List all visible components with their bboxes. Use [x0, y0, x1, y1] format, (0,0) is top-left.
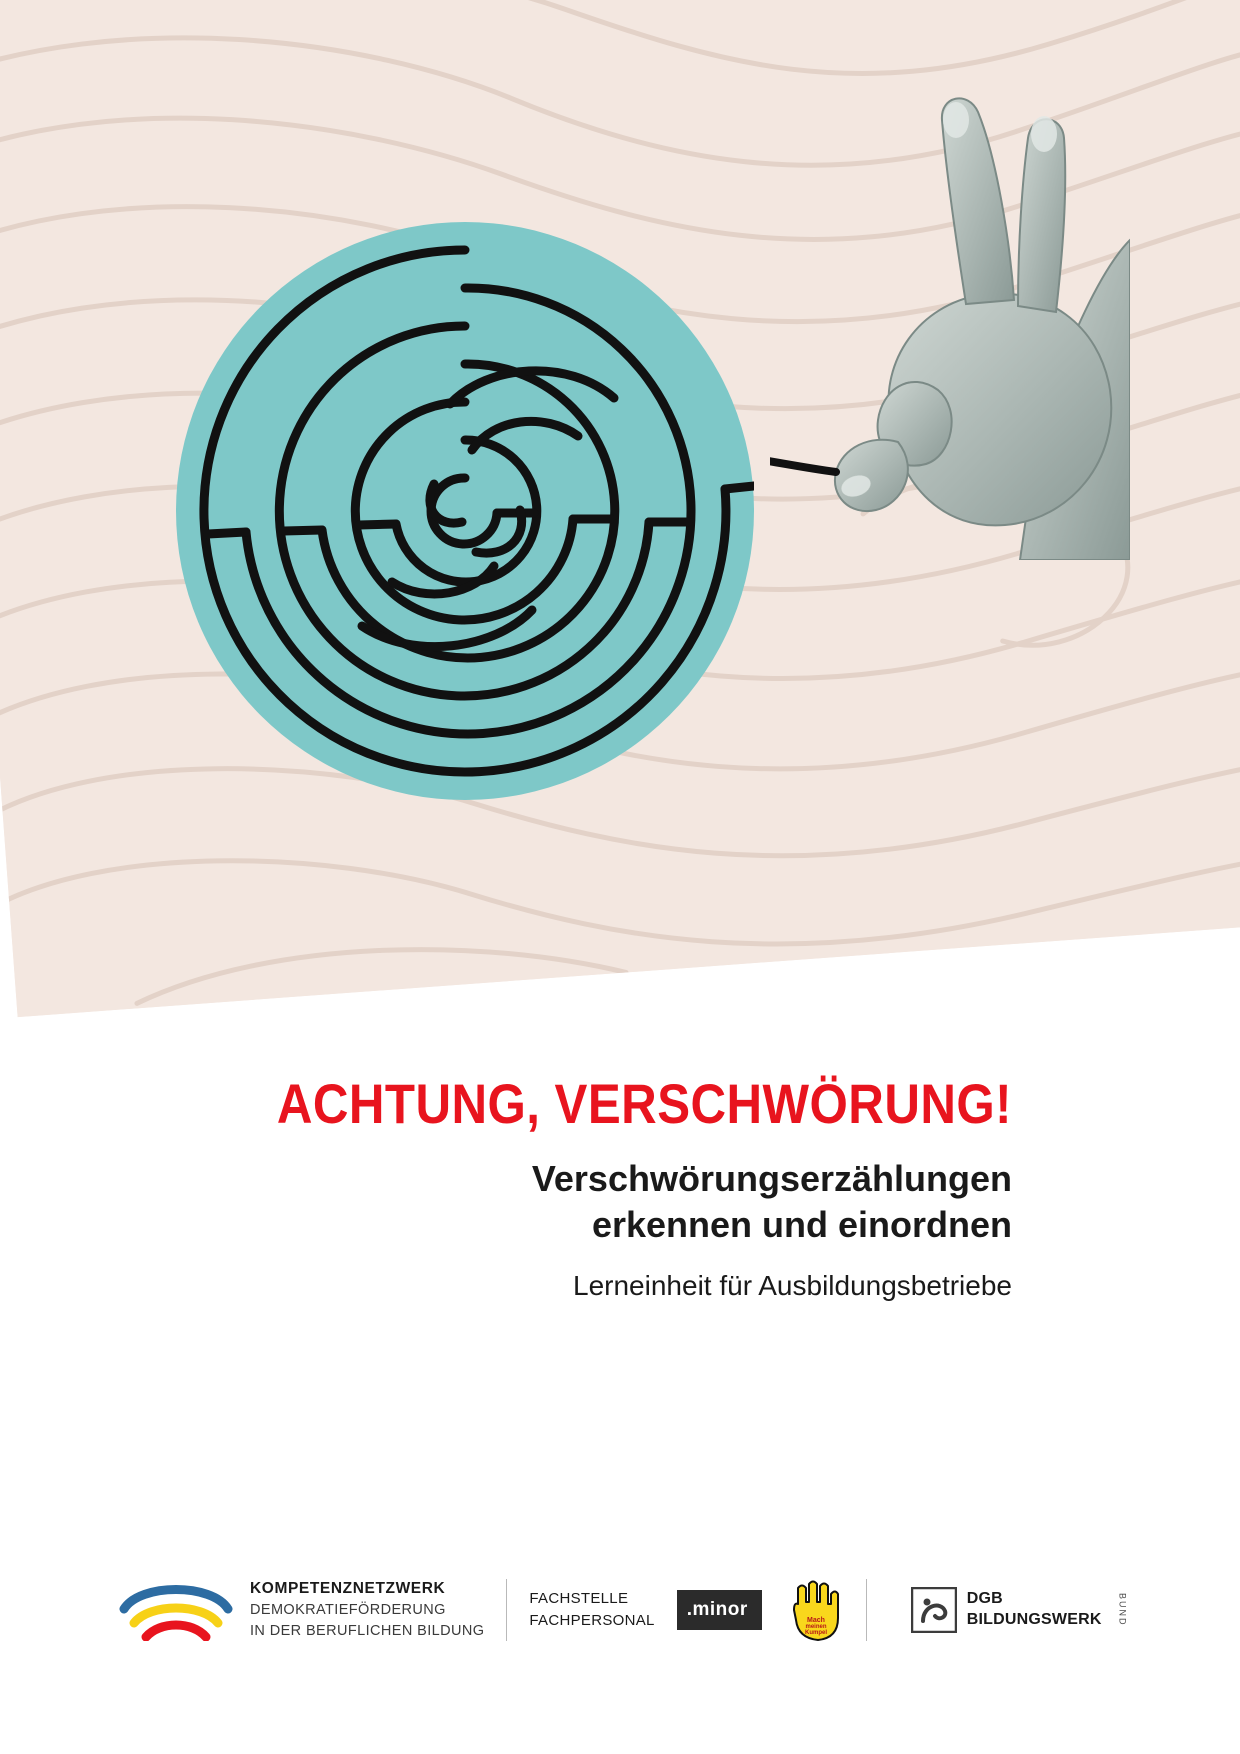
kompetenznetzwerk-line-3: IN DER BERUFLICHEN BILDUNG: [250, 1623, 485, 1640]
page-subtitle-line-2: erkennen und einordnen: [591, 1204, 1012, 1246]
dgb-mark-icon: [911, 1587, 957, 1633]
dgb-line-1: DGB: [966, 1590, 1003, 1608]
logo-fachstelle: [529, 1588, 654, 1633]
kompetenznetzwerk-line-2: DEMOKRATIEFÖRDERUNG: [250, 1602, 446, 1619]
logo-minor: .minor: [677, 1590, 762, 1630]
logo-mach-meinen-kumpel: [788, 1578, 844, 1642]
logo-divider-1: [506, 1579, 507, 1641]
hand-illustration: [770, 90, 1130, 560]
kompetenznetzwerk-mark-icon: [118, 1579, 234, 1641]
page-tagline: Lerneinheit für Ausbildungsbetriebe: [573, 1270, 1012, 1302]
page-subtitle-line-1: Verschwörungserzählungen: [531, 1158, 1012, 1200]
logo-divider-2: [866, 1579, 867, 1641]
cover-title-block: [0, 1072, 1240, 1302]
dgb-line-2: BILDUNGSWERK: [966, 1611, 1102, 1628]
svg-text:meinen: meinen: [805, 1624, 827, 1630]
kompetenznetzwerk-line-1: KOMPETENZNETZWERK: [250, 1579, 446, 1597]
kompetenznetzwerk-text: [250, 1578, 484, 1643]
maze-illustration: [176, 222, 754, 800]
dgb-bund-label: BUND: [1117, 1593, 1128, 1627]
logo-kompetenznetzwerk: [118, 1578, 484, 1643]
maze-lines-icon: [176, 222, 754, 800]
dgb-text: [967, 1589, 1102, 1631]
page-title: ACHTUNG, VERSCHWÖRUNG!: [276, 1072, 1012, 1135]
logo-bar: [118, 1555, 1128, 1665]
fachstelle-line-2: FACHPERSONAL: [529, 1612, 655, 1629]
yellow-hand-icon: [788, 1578, 844, 1642]
svg-text:Mach: Mach: [806, 1617, 825, 1624]
logo-dgb-bildungswerk: [911, 1587, 1128, 1633]
page-subtitle: [0, 1156, 1012, 1248]
fachstelle-line-1: FACHSTELLE: [529, 1589, 629, 1607]
svg-text:Kumpel: Kumpel: [804, 1630, 827, 1636]
